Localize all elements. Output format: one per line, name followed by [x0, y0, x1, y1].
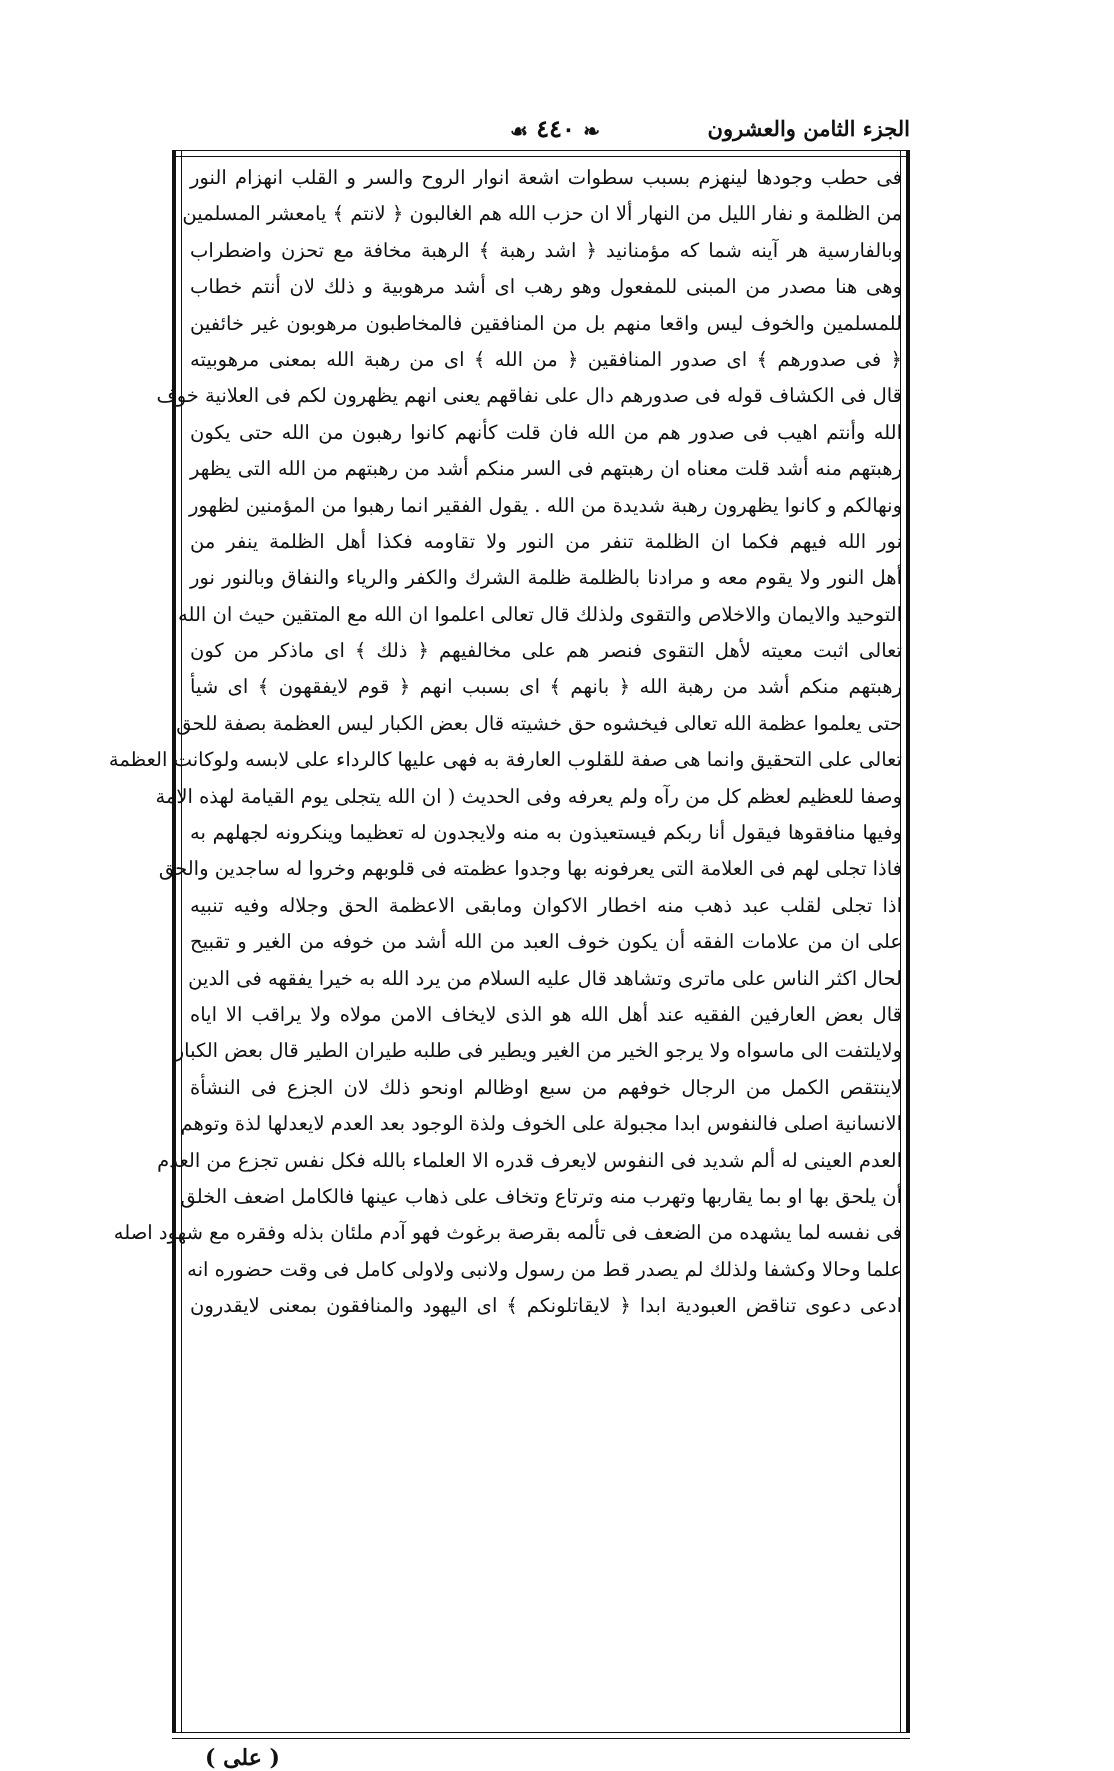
- text-line: من الظلمة و نفار الليل من النهار ألا ان حزب الله هم الغالبون ﴿ لانتم ﴾ يامعشر المسلمين: [182, 202, 902, 226]
- page-number: [475, 114, 635, 143]
- ornament-right-icon: ☙: [509, 118, 528, 143]
- text-line: للمسلمين والخوف ليس واقعا منهم بل من المنافقين فالمخاطبون مرهوبون غير خائفين: [190, 311, 902, 335]
- text-line: وفيها منافقوها فيقول أنا ربكم فيستعيذون به منه ولايجدون له تعظيما وينكرونه لجهلهم به: [190, 821, 902, 845]
- text-line: نور الله فيهم فكما ان الظلمة تنفر من النور ولا تقاومه فكذا أهل الظلمة ينفر من: [190, 529, 902, 553]
- text-line: قال فى الكشاف قوله فى صدورهم دال على نفاقهم يعنى انهم يظهرون لكم فى العلانية خوف: [156, 384, 902, 408]
- text-line: الانسانية اصلى فالنفوس ابدا مجبولة على الخوف ولذة الوجود بعد العدم لايعدلها لذة وتوهم: [180, 1112, 902, 1136]
- text-line: لحال اكثر الناس على ماترى وتشاهد قال عليه السلام من يرد الله به خيرا يفقهه فى الدين: [188, 966, 902, 990]
- text-line: حتى يعلموا عظمة الله تعالى فيخشوه حق خشيته قال بعض الكبار ليس العظمة بصفة للحق: [176, 711, 902, 735]
- text-line: ﴿ فى صدورهم ﴾ اى صدور المنافقين ﴿ من الله ﴾ اى من رهبة الله بمعنى مرهوبيته: [190, 347, 902, 371]
- text-line: وبالفارسية هر آينه شما كه مؤمنانيد ﴿ اشد رهبة ﴾ الرهبة مخافة مع تحزن واضطراب: [190, 238, 902, 262]
- text-line: ونهالكم و كانوا يظهرون رهبة شديدة من الله . يقول الفقير انما رهبوا من المؤمنين لظهور: [188, 493, 902, 517]
- body-text: [108, 160, 902, 1325]
- text-line: فى حطب وجودها لينهزم بسبب سطوات اشعة انوار الروح والسر و القلب انهزام النور: [190, 166, 902, 189]
- text-line: قال بعض العارفين الفقيه عند أهل الله هو الذى لايخاف الامن مولاه ولا يراقب الا اياه: [190, 1002, 902, 1026]
- page-number-value: ٤٤٠: [536, 114, 575, 143]
- text-line: ادعى دعوى تناقض العبودية ابدا ﴿ لايقاتلونكم ﴾ اى اليهود والمنافقون بمعنى لايقدرون: [190, 1294, 902, 1318]
- bottom-double-rule: [172, 1732, 910, 1739]
- text-line: أن يلحق بها او بما يقاربها وتهرب منه وترتاع وتخاف على ذهاب عينها فالكامل اضعف الخلق: [180, 1184, 902, 1208]
- text-line: فى نفسه لما يشهده من الضعف فى تألمه بقرصة برغوث فهو آدم ملئان بذله وفقره مع شهود اصله: [113, 1221, 902, 1245]
- text-line: اذا تجلى لقلب عبد ذهب منه اخطار الاكوان ومابقى الاعظمة الحق وجلاله وفيه تنبيه: [190, 893, 902, 917]
- text-line: الله وأنتم اهيب فى صدور هم من الله فان قلت كأنهم كانوا رهبون من الله حتى يكون: [190, 420, 902, 444]
- text-line: ولايلتفت الى ماسواه ولا يرجو الخير من الغير ويطير فى طلبه طيران الطير قال بعض الكبار: [174, 1039, 902, 1063]
- text-line: رهبتهم منه أشد قلت معناه ان رهبتهم فى السر منكم أشد من رهبتهم من الله التى يظهر: [190, 457, 902, 481]
- text-line: أهل النور ولا يقوم معه و مرادنا بالظلمة ظلمة الشرك والكفر والرياء والنفاق وبالنور نور: [190, 566, 902, 590]
- text-line: تعالى على التحقيق وانما هى صفة للقلوب العارفة به فهى عليها كالرداء على لابسه ولوكانت العظمة: [108, 748, 902, 772]
- text-line: تعالى اثبت معيته لأهل التقوى فنصر هم على مخالفيهم ﴿ ذلك ﴾ اى ماذكر من كون: [190, 639, 902, 663]
- text-line: وصفا للعظيم لعظم كل من رآه ولم يعرفه وفى الحديث ( ان الله يتجلى يوم القيامة لهذه الامة: [155, 784, 902, 808]
- text-line: التوحيد والايمان والاخلاص والتقوى ولذلك قال تعالى اعلموا ان الله مع المتقين حيث ان الله: [178, 602, 902, 626]
- text-line: فاذا تجلى لهم فى العلامة التى يعرفونه بها وجدوا عظمته فى قلوبهم وخروا له ساجدين والحق: [158, 857, 902, 881]
- text-line: وهى هنا مصدر من المبنى للمفعول وهو رهب اى أشد مرهوبية و ذلك لان أنتم خطاب: [190, 275, 902, 299]
- running-head-title: الجزء الثامن والعشرون: [707, 116, 910, 141]
- text-line: العدم العينى له ألم شديد فى النفوس لايعرف قدره الا العلماء بالله فكل نفس تجزع من العدم: [157, 1148, 902, 1172]
- text-line: رهبتهم منكم أشد من رهبة الله ﴿ بانهم ﴾ اى بسبب انهم ﴿ قوم لايفقهون ﴾ اى شيأ: [190, 675, 902, 699]
- text-line: لاينتقص الكمل من الرجال خوفهم من سبع اوظالم اونحو ذلك لان الجزع فى النشأة: [190, 1075, 902, 1099]
- text-line: على ان من علامات الفقه أن يكون خوف العبد من الله أشد من خوفه من الغير و تقبيح: [190, 930, 902, 954]
- catchword: ( على ): [205, 1745, 280, 1771]
- text-line: علما وحالا وكشفا ولذلك لم يصدر قط من رسول ولانبى ولاولى كامل فى وقت حضوره انه: [187, 1257, 902, 1281]
- ornament-left-icon: ❧: [583, 118, 601, 143]
- running-head: [175, 112, 910, 152]
